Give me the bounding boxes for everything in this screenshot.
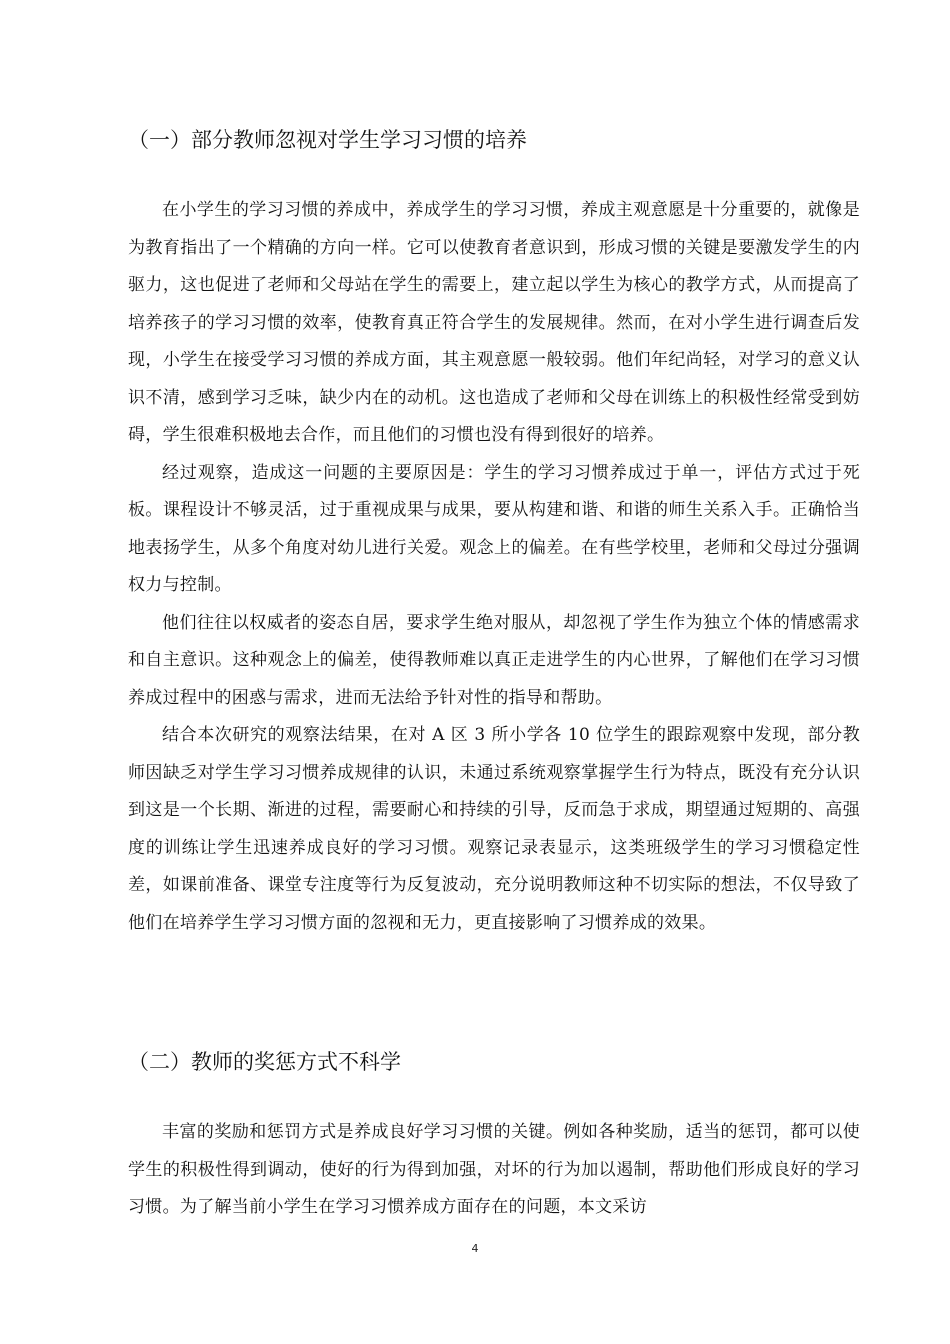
paragraph: 在小学生的学习习惯的养成中，养成学生的学习习惯，养成主观意愿是十分重要的，就像是为教育指出了一个精确的方向一样。它可以使教育者意识到，形成习惯的关键是要激发学生的内驱力，这也促进了老师和父母站在学生的需要上，建立起以学生为核心的教学方式，从而提高了培养孩子的学习习惯的效率，使教育真正符合学生的发展规律。然而，在对小学生进行调查后发现，小学生在接受学习习惯的养成方面，其主观意愿一般较弱。他们年纪尚轻，对学习的意义认识不清，感到学习乏味，缺少内在的动机。这也造成了老师和父母在训练上的积极性经常受到妨碍，学生很难积极地去合作，而且他们的习惯也没有得到很好的培养。: [128, 200, 860, 445]
section-body-1: [128, 192, 860, 942]
paragraph: 他们往往以权威者的姿态自居，要求学生绝对服从，却忽视了学生作为独立个体的情感需求和自主意识。这种观念上的偏差，使得教师难以真正走进学生的内心世界，了解他们在学习习惯养成过程中的困惑与需求，进而无法给予针对性的指导和帮助。: [128, 612, 860, 708]
page-number: 4: [471, 1242, 479, 1255]
paragraph: 结合本次研究的观察法结果，在对 A 区 3 所小学各 10 位学生的跟踪观察中发现，部分教师因缺乏对学生学习习惯养成规律的认识，未通过系统观察掌握学生行为特点，既没有充分认识到这是一个长期、渐进的过程，需要耐心和持续的引导，反而急于求成，期望通过短期的、高强度的训练让学生迅速养成良好的学习习惯。观察记录表显示，这类班级学生的学习习惯稳定性差，如课前准备、课堂专注度等行为反复波动，充分说明教师这种不切实际的想法，不仅导致了他们在培养学生学习习惯方面的忽视和无力，更直接影响了习惯养成的效果。: [128, 725, 860, 933]
section-heading-1: （一）部分教师忽视对学生学习习惯的培养: [128, 128, 527, 152]
paragraph: 经过观察，造成这一问题的主要原因是：学生的学习习惯养成过于单一，评估方式过于死板。课程设计不够灵活，过于重视成果与成果，要从构建和谐、和谐的师生关系入手。正确恰当地表扬学生，从多个角度对幼儿进行关爱。观念上的偏差。在有些学校里，老师和父母过分强调权力与控制。: [128, 462, 860, 595]
section-heading-2: （二）教师的奖惩方式不科学: [128, 1050, 401, 1074]
paragraph: 丰富的奖励和惩罚方式是养成良好学习习惯的关键。例如各种奖励，适当的惩罚，都可以使学生的积极性得到调动，使好的行为得到加强，对坏的行为加以遏制，帮助他们形成良好的学习习惯。为了解当前小学生在学习习惯养成方面存在的问题，本文采访: [128, 1122, 860, 1217]
section-body-2: [128, 1114, 860, 1227]
